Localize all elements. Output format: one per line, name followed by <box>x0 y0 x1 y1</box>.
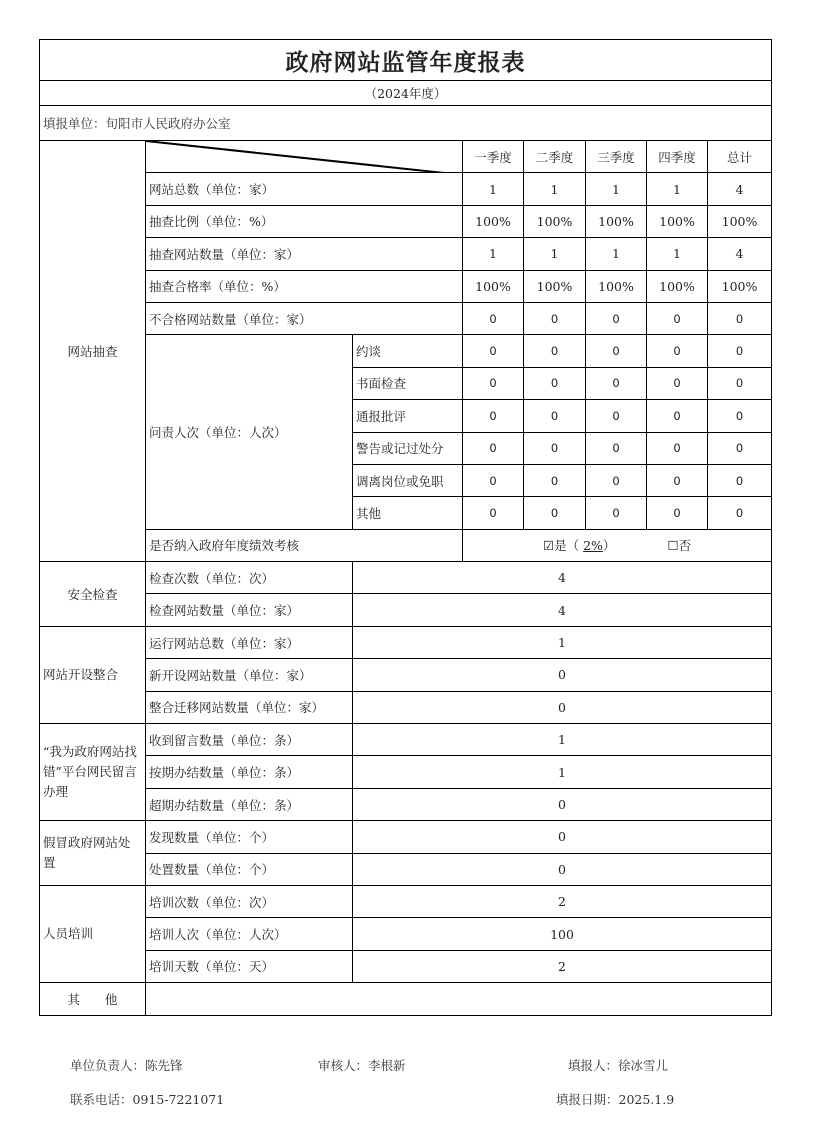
cell-value: 1 <box>647 238 708 270</box>
cell-value: 0 <box>586 335 647 367</box>
cell-value: 100% <box>647 270 708 302</box>
row-label: 培训天数（单位：天） <box>146 950 353 982</box>
row-label: 超期办结数量（单位：条） <box>146 788 353 820</box>
checkbox-checked-icon[interactable]: ☑ <box>542 538 555 554</box>
cell-value: 100% <box>463 270 524 302</box>
cell-value: 0 <box>647 367 708 399</box>
cell-value: 0 <box>647 335 708 367</box>
cell-value: 0 <box>524 367 586 399</box>
row-label: 处置数量（单位：个） <box>146 853 353 885</box>
table-row <box>40 853 772 885</box>
cell-value: 0 <box>586 367 647 399</box>
cell-value: 0 <box>708 302 772 334</box>
cell-value: 0 <box>708 335 772 367</box>
cell-value: 0 <box>708 400 772 432</box>
cell-value: 0 <box>524 497 586 529</box>
cell-value: 0 <box>524 400 586 432</box>
table-row <box>40 594 772 626</box>
cell-value: 0 <box>586 497 647 529</box>
row-label: 抽查合格率（单位：%） <box>146 270 463 302</box>
header-total: 总计 <box>708 141 772 173</box>
cell-value: 2 <box>353 950 772 982</box>
cell-value: 100% <box>708 205 772 237</box>
cell-value: 1 <box>463 173 524 205</box>
close-paren: ） <box>602 538 616 554</box>
row-label: 检查次数（单位：次） <box>146 562 353 594</box>
category-training: 人员培训 <box>40 885 146 982</box>
row-label: 检查网站数量（单位：家） <box>146 594 353 626</box>
table-row <box>40 205 772 237</box>
cell-value: 1 <box>586 173 647 205</box>
cell-value: 0 <box>708 367 772 399</box>
diagonal-line <box>146 141 463 173</box>
cell-value: 0 <box>524 302 586 334</box>
report-table <box>39 39 772 1016</box>
category-counterfeit: 假冒政府网站处置 <box>40 821 146 886</box>
cell-value: 100% <box>586 205 647 237</box>
sub-row-label: 其他 <box>353 497 463 529</box>
performance-value <box>463 529 772 561</box>
reporting-unit: 填报单位：旬阳市人民政府办公室 <box>40 106 772 141</box>
row-label: 培训人次（单位：人次） <box>146 918 353 950</box>
cell-value: 100 <box>353 918 772 950</box>
table-row <box>40 529 772 561</box>
report-title: 政府网站监管年度报表 <box>40 40 772 81</box>
header-q1: 一季度 <box>463 141 524 173</box>
cell-value: 0 <box>647 432 708 464</box>
table-row <box>40 821 772 853</box>
report-date: 填报日期：2025.1.9 <box>556 1092 675 1107</box>
cell-value: 1 <box>463 238 524 270</box>
cell-value: 0 <box>463 400 524 432</box>
cell-value: 0 <box>353 788 772 820</box>
cell-value: 1 <box>586 238 647 270</box>
cell-value: 0 <box>353 821 772 853</box>
cell-value: 0 <box>353 659 772 691</box>
report-year: （2024年度） <box>40 81 772 106</box>
cell-value: 4 <box>708 238 772 270</box>
header-q2: 二季度 <box>524 141 586 173</box>
cell-value: 0 <box>708 497 772 529</box>
cell-value: 0 <box>586 432 647 464</box>
cell-value: 0 <box>463 464 524 496</box>
table-row <box>40 885 772 917</box>
table-row <box>40 788 772 820</box>
performance-label: 是否纳入政府年度绩效考核 <box>146 529 463 561</box>
sub-row-label: 书面检查 <box>353 367 463 399</box>
cell-value: 2 <box>353 885 772 917</box>
cell-value: 4 <box>353 562 772 594</box>
cell-value: 100% <box>524 270 586 302</box>
table-row <box>40 626 772 658</box>
row-label: 新开设网站数量（单位：家） <box>146 659 353 691</box>
contact-phone: 联系电话：0915-7221071 <box>70 1092 225 1107</box>
filler-signature: 填报人：徐冰雪儿 <box>568 1058 669 1073</box>
cell-value: 0 <box>708 464 772 496</box>
table-row <box>40 335 772 367</box>
checkbox-unchecked-icon[interactable]: ☐ <box>667 538 679 554</box>
accountability-label: 问责人次（单位：人次） <box>146 335 353 529</box>
diagonal-header-cell <box>146 141 463 173</box>
sub-row-label: 通报批评 <box>353 400 463 432</box>
category-other: 其 他 <box>40 983 146 1015</box>
cell-value: 0 <box>647 464 708 496</box>
cell-value: 0 <box>463 497 524 529</box>
category-messages: “我为政府网站找错”平台网民留言办理 <box>40 724 146 821</box>
cell-value: 1 <box>353 626 772 658</box>
row-label: 不合格网站数量（单位：家） <box>146 302 463 334</box>
sub-row-label: 调离岗位或免职 <box>353 464 463 496</box>
cell-value: 4 <box>353 594 772 626</box>
other-value <box>146 983 772 1015</box>
cell-value: 0 <box>524 432 586 464</box>
row-label: 整合迁移网站数量（单位：家） <box>146 691 353 723</box>
cell-value: 0 <box>463 367 524 399</box>
header-q3: 三季度 <box>586 141 647 173</box>
table-row <box>40 918 772 950</box>
cell-value: 0 <box>647 302 708 334</box>
cell-value: 0 <box>647 400 708 432</box>
row-label: 抽查网站数量（单位：家） <box>146 238 463 270</box>
cell-value: 0 <box>708 432 772 464</box>
row-label: 发现数量（单位：个） <box>146 821 353 853</box>
cell-value: 0 <box>586 464 647 496</box>
category-inspection: 网站抽查 <box>40 141 146 562</box>
cell-value: 0 <box>463 432 524 464</box>
cell-value: 0 <box>586 400 647 432</box>
cell-value: 100% <box>647 205 708 237</box>
table-row <box>40 173 772 205</box>
cell-value: 0 <box>463 302 524 334</box>
cell-value: 100% <box>708 270 772 302</box>
cell-value: 100% <box>524 205 586 237</box>
row-label: 抽查比例（单位：%） <box>146 205 463 237</box>
performance-percent: 2% <box>583 538 603 554</box>
cell-value: 1 <box>524 173 586 205</box>
table-row <box>40 756 772 788</box>
leader-signature: 单位负责人：陈先锋 <box>70 1058 183 1073</box>
cell-value: 4 <box>708 173 772 205</box>
cell-value: 100% <box>463 205 524 237</box>
cell-value: 1 <box>353 756 772 788</box>
table-row <box>40 659 772 691</box>
cell-value: 0 <box>353 691 772 723</box>
cell-value: 1 <box>353 724 772 756</box>
sub-row-label: 警告或记过处分 <box>353 432 463 464</box>
row-label: 运行网站总数（单位：家） <box>146 626 353 658</box>
row-label: 收到留言数量（单位：条） <box>146 724 353 756</box>
table-row <box>40 691 772 723</box>
reviewer-signature: 审核人：李根新 <box>318 1058 406 1073</box>
cell-value: 100% <box>586 270 647 302</box>
cell-value: 0 <box>353 853 772 885</box>
sub-row-label: 约谈 <box>353 335 463 367</box>
no-label: 否 <box>678 538 692 554</box>
cell-value: 1 <box>647 173 708 205</box>
table-row <box>40 238 772 270</box>
table-row <box>40 302 772 334</box>
cell-value: 1 <box>524 238 586 270</box>
row-label: 培训次数（单位：次） <box>146 885 353 917</box>
yes-label: 是（ <box>554 538 580 554</box>
table-row <box>40 724 772 756</box>
cell-value: 0 <box>463 335 524 367</box>
row-label: 网站总数（单位：家） <box>146 173 463 205</box>
cell-value: 0 <box>524 335 586 367</box>
table-row <box>40 270 772 302</box>
table-row <box>40 983 772 1015</box>
table-row <box>40 950 772 982</box>
cell-value: 0 <box>586 302 647 334</box>
cell-value: 0 <box>524 464 586 496</box>
cell-value: 0 <box>647 497 708 529</box>
table-row <box>40 562 772 594</box>
header-q4: 四季度 <box>647 141 708 173</box>
row-label: 按期办结数量（单位：条） <box>146 756 353 788</box>
category-security: 安全检查 <box>40 562 146 627</box>
category-consolidation: 网站开设整合 <box>40 626 146 723</box>
